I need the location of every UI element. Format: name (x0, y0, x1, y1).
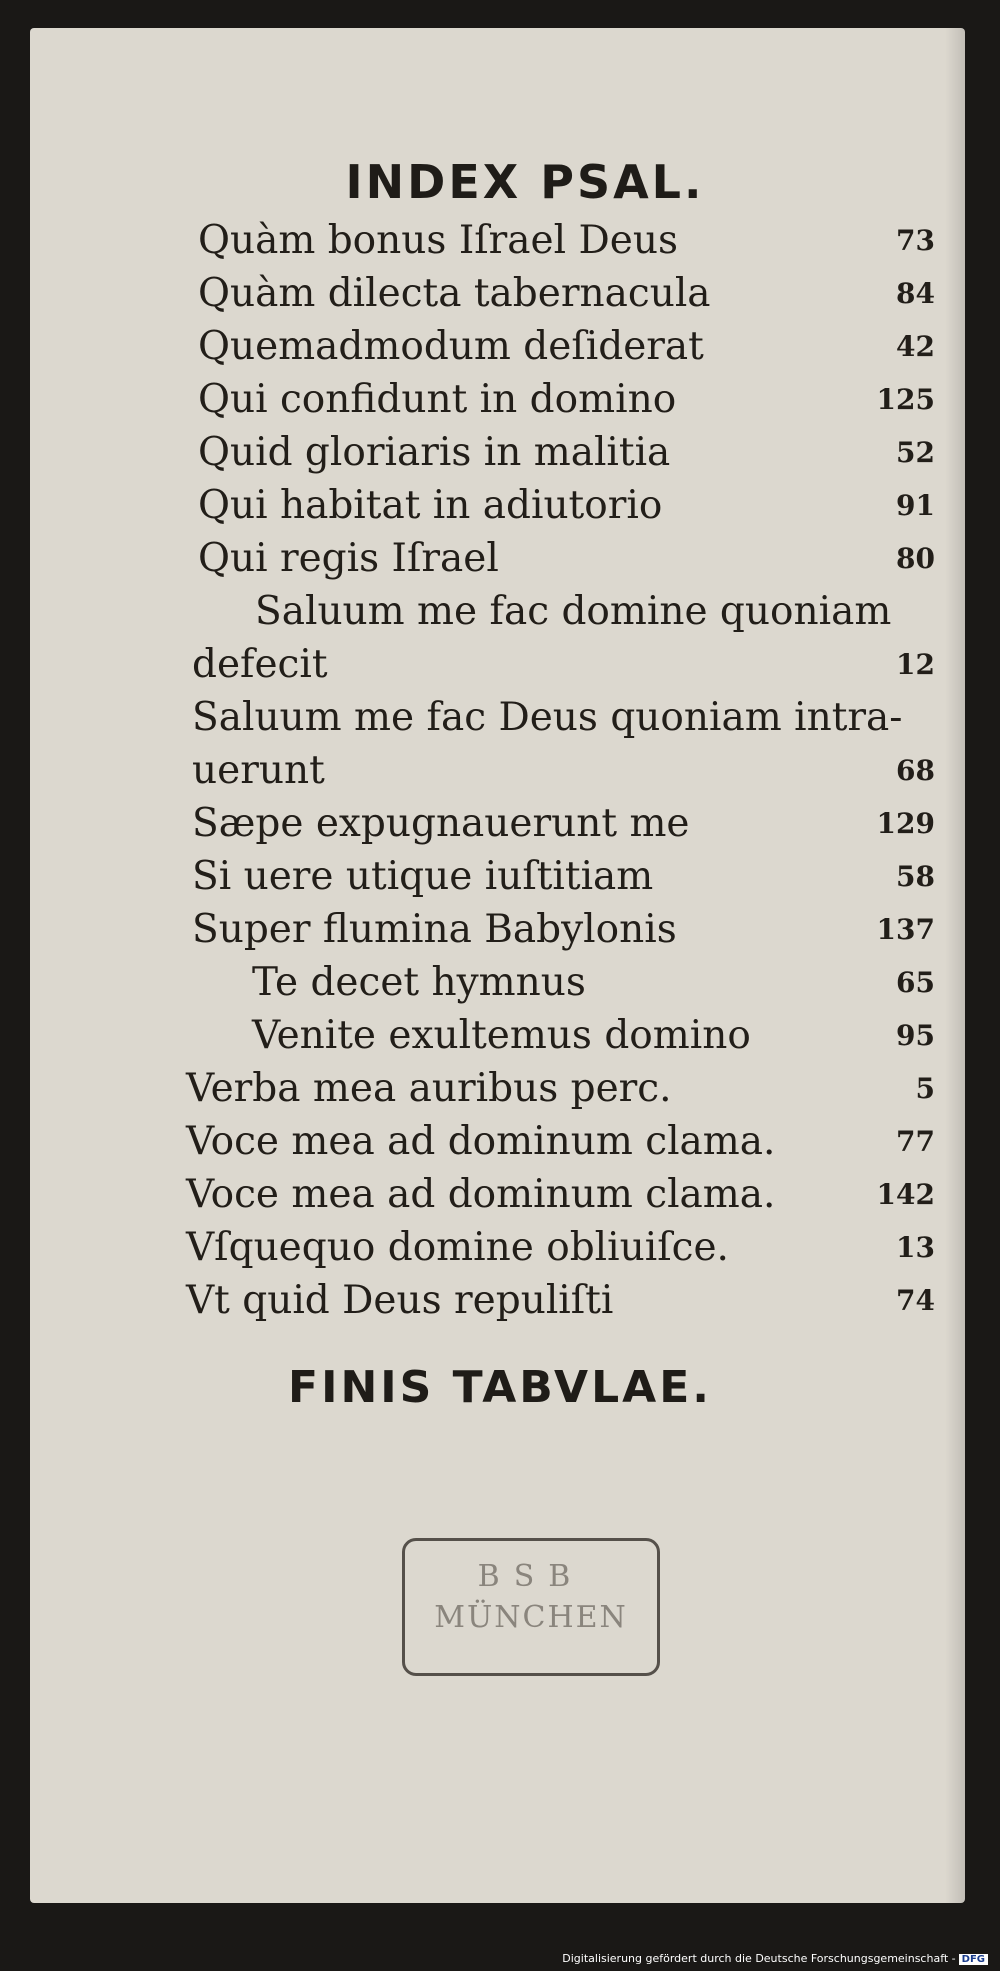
index-entry (198, 321, 935, 373)
entry-title: Qui habitat in adiutorio (198, 483, 663, 528)
entry-title: Saluum me fac domine quoniam (255, 589, 892, 634)
index-entry (186, 1063, 935, 1115)
entry-page-number: 58 (896, 860, 935, 893)
index-entry (192, 904, 935, 956)
entry-title: Te decet hymnus (252, 960, 586, 1005)
entry-page-number: 68 (896, 754, 935, 787)
entry-title: Vt quid Deus repuliſti (186, 1278, 614, 1323)
index-entry (186, 1275, 935, 1327)
library-stamp (402, 1538, 660, 1676)
index-entry (186, 1116, 935, 1168)
index-entry (198, 533, 935, 585)
index-entry (192, 851, 935, 903)
entry-title: Venite exultemus domino (252, 1013, 751, 1058)
entry-page-number: 13 (896, 1231, 935, 1264)
entry-title: Voce mea ad dominum clama. (186, 1119, 776, 1164)
index-entry (186, 1222, 935, 1274)
entry-title: Qui regis Iſrael (198, 536, 499, 581)
entry-page-number: 142 (876, 1178, 935, 1211)
entry-title: Verba mea auribus perc. (186, 1066, 672, 1111)
entry-title: Quemadmodum deſiderat (198, 324, 704, 369)
entry-page-number: 84 (896, 277, 935, 310)
stamp-line-2: MÜNCHEN (434, 1600, 628, 1635)
index-entry (186, 1169, 935, 1221)
index-heading: INDEX PSAL. (345, 155, 705, 209)
index-entry (198, 480, 935, 532)
index-entry (192, 692, 935, 744)
entry-title: Quàm dilecta tabernacula (198, 271, 711, 316)
stamp-line-1: BSB (477, 1559, 585, 1594)
entry-page-number: 74 (896, 1284, 935, 1317)
index-entry (198, 268, 935, 320)
entry-page-number: 52 (896, 436, 935, 469)
entry-page-number: 95 (896, 1019, 935, 1052)
entry-title: Vſquequo domine obliuiſce. (186, 1225, 729, 1270)
entry-page-number: 12 (896, 648, 935, 681)
entry-title: Sæpe expugnauerunt me (192, 801, 690, 846)
entry-page-number: 137 (876, 913, 935, 946)
closing-heading: FINIS TABVLAE. (288, 1362, 712, 1413)
entry-page-number: 73 (896, 224, 935, 257)
entry-page-number: 129 (876, 807, 935, 840)
index-entry (255, 586, 935, 638)
entry-page-number: 125 (876, 383, 935, 416)
entry-title: uerunt (192, 748, 325, 793)
index-entry (198, 374, 935, 426)
entry-page-number: 80 (896, 542, 935, 575)
entry-title: Super flumina Babylonis (192, 907, 677, 952)
entry-page-number: 5 (915, 1072, 935, 1105)
index-entry (198, 215, 935, 267)
index-entry (192, 639, 935, 691)
entry-page-number: 42 (896, 330, 935, 363)
entry-page-number: 77 (896, 1125, 935, 1158)
entry-page-number: 91 (896, 489, 935, 522)
entry-title: Quid gloriaris in malitia (198, 430, 671, 475)
dfg-logo: DFG (959, 1954, 988, 1965)
entry-title: Quàm bonus Iſrael Deus (198, 218, 678, 263)
index-entry (192, 798, 935, 850)
entry-page-number: 65 (896, 966, 935, 999)
entry-title: Qui confidunt in domino (198, 377, 677, 422)
entry-title: Si uere utique iuſtitiam (192, 854, 654, 899)
digitization-credit (562, 1952, 988, 1965)
index-entry (252, 957, 935, 1009)
index-entry (192, 745, 935, 797)
index-entry (198, 427, 935, 479)
credit-text: Digitalisierung gefördert durch die Deutsche Forschungsgemeinschaft - (562, 1952, 956, 1965)
entry-title: Voce mea ad dominum clama. (186, 1172, 776, 1217)
entry-title: Saluum me fac Deus quoniam intra- (192, 695, 903, 740)
index-entry (252, 1010, 935, 1062)
entry-title: defecit (192, 642, 328, 687)
